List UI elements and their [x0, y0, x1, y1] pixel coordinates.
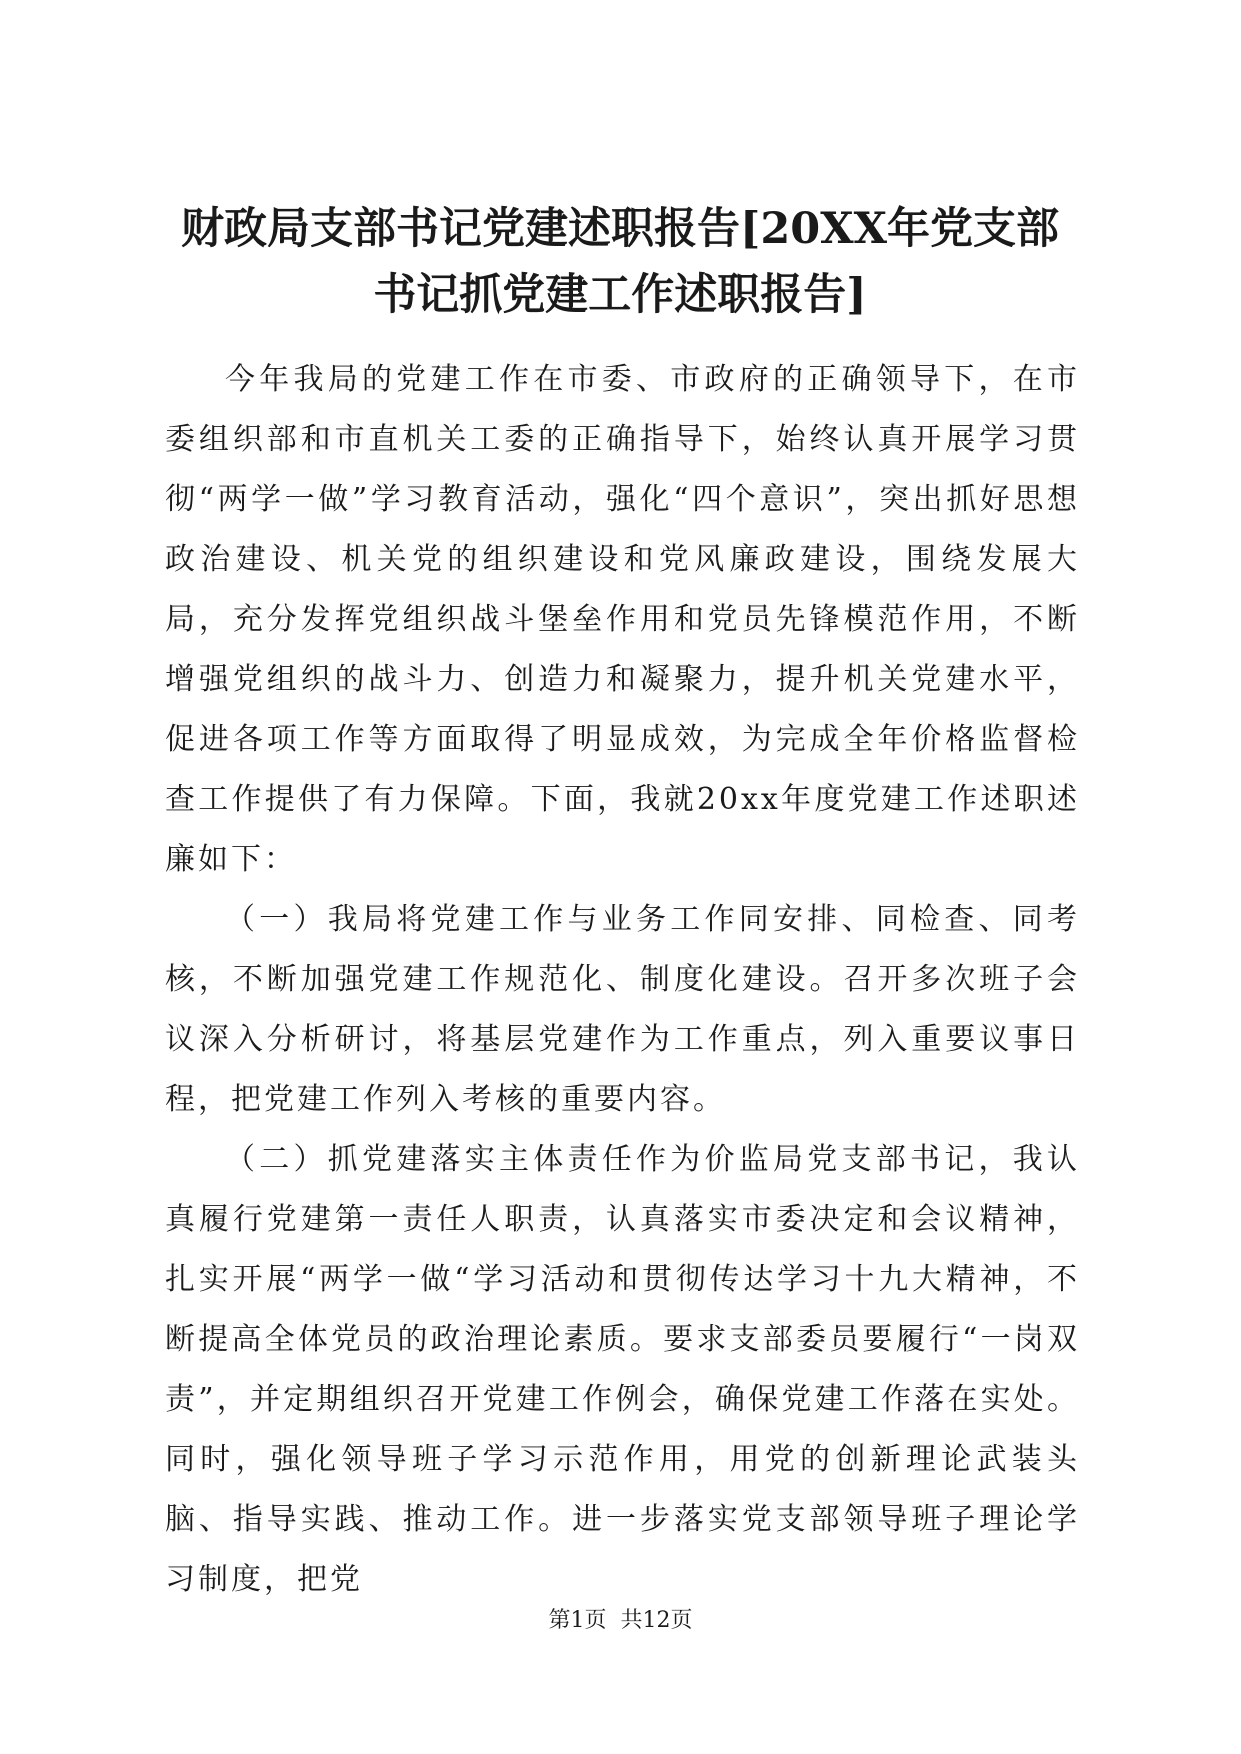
paragraph-section-2: （二）抓党建落实主体责任作为价监局党支部书记，我认真履行党建第一责任人职责，认真落实市委决定和会议精神，扎实开展“两学一做“学习活动和贯彻传达学习十九大精神，不断提高全体党员的政治理论素质。要求支部委员要履行“一岗双责”，并定期组织召开党建工作例会，确保党建工作落在实处。同时，强化领导班子学习示范作用，用党的创新理论武装头脑、指导实践、推动工作。进一步落实党支部领导班子理论学习制度，把党	[165, 1142, 1080, 1597]
title-line-2: 书记抓党建工作述职报告]	[373, 270, 867, 320]
page-total: 共12页	[620, 1608, 693, 1633]
document-title	[150, 196, 1090, 328]
title-line-1: 财政局支部书记党建述职报告[20XX年党支部	[181, 204, 1059, 254]
document-body	[165, 350, 1080, 1610]
paragraph-intro: 今年我局的党建工作在市委、市政府的正确领导下，在市委组织部和市直机关工委的正确指导下，始终认真开展学习贯彻“两学一做”学习教育活动，强化“四个意识”，突出抓好思想政治建设、机关党的组织建设和党风廉政建设，围绕发展大局，充分发挥党组织战斗堡垒作用和党员先锋模范作用，不断增强党组织的战斗力、创造力和凝聚力，提升机关党建水平，促进各项工作等方面取得了明显成效，为完成全年价格监督检查工作提供了有力保障。下面，我就20xx年度党建工作述职述廉如下：	[165, 362, 1080, 877]
paragraph-section-1: （一）我局将党建工作与业务工作同安排、同检查、同考核，不断加强党建工作规范化、制度化建设。召开多次班子会议深入分析研讨，将基层党建作为工作重点，列入重要议事日程，把党建工作列入考核的重要内容。	[165, 902, 1080, 1117]
page-number: 第1页	[548, 1608, 607, 1633]
page-footer	[0, 1606, 1241, 1636]
